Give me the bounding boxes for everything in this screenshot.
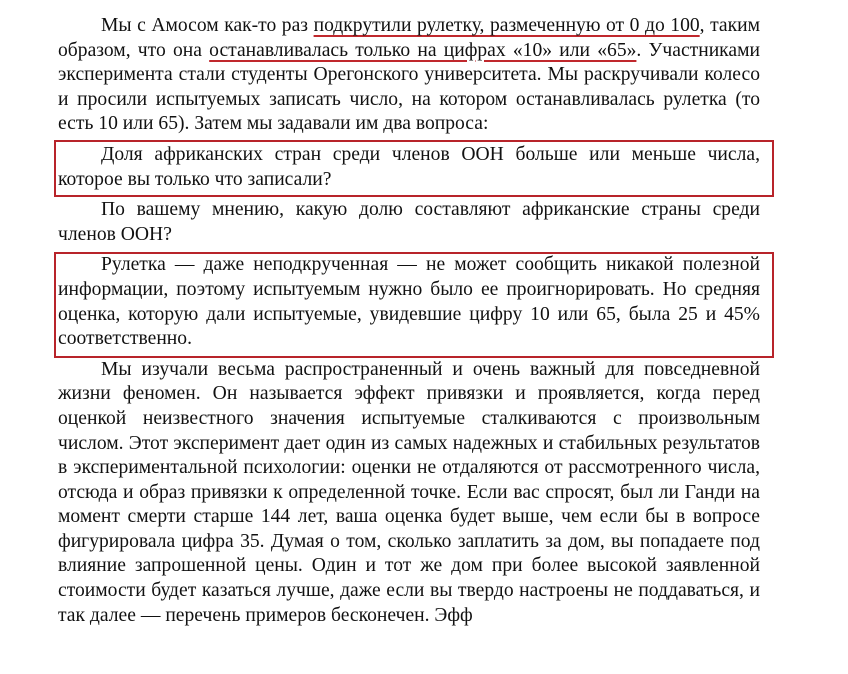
paragraph-result: Рулетка — даже неподкрученная — не может сообщить никакой полезной информации, поэтому испытуемым нужно было ее проигнорировать. Но средняя оценка, которую дали испытуемые, увидевшие цифру 10 или 65, была 25 и 45% соответственно. — [58, 254, 760, 350]
highlight-box-result — [58, 253, 760, 351]
underlined-phrase-numbers: останавливалась только на цифрах «10» или «65» — [209, 39, 637, 61]
paragraph-experiment-intro — [58, 14, 760, 137]
text-segment: , таким образом, что она — [58, 15, 761, 61]
text-segment: . Участниками эксперимента стали студенты Орегонского университета. Мы раскручивали колесо и просили испытуемых записать число, на котором останавливалась рулетка (то есть 10 или 65). Затем мы задавали им два вопроса: — [58, 39, 760, 135]
text-segment: Мы с Амосом как-то раз — [101, 15, 314, 36]
underlined-phrase-roulette: подкрутили рулетку, размеченную от 0 до 100 — [313, 15, 700, 36]
paragraph-anchoring-effect: Мы изучали весьма распространенный и очень важный для повседневной жизни феномен. Он называется эффект привязки и проявляется, когда перед оценкой неизвестного значения испытуемые сталкиваются с произвольным числом. Этот эксперимент дает один из самых надежных и стабильных результатов в экспериментальной психологии: оценки не отдаляются от рассмотренного числа, отсюда и образ привязки к определенной точке. Если вас спросят, был ли Ганди на момент смерти старше 144 лет, ваша оценка будет выше, чем если бы в вопросе фигурировала цифра 35. Думая о том, сколько заплатить за дом, вы попадаете под влияние запрошенной цены. Один и тот же дом при более высокой заявленной стоимости будет казаться лучше, даже если вы твердо настроены не поддаваться, и так далее — перечень примеров бесконечен. Эфф — [58, 358, 760, 626]
paragraph-question-two: По вашему мнению, какую долю составляют африканские страны среди членов ООН? — [58, 199, 760, 245]
paragraph-question-one: Доля африканских стран среди членов ООН больше или меньше числа, которое вы только что записали? — [58, 143, 760, 190]
book-page — [58, 14, 760, 628]
highlight-box-question-one — [58, 143, 760, 192]
